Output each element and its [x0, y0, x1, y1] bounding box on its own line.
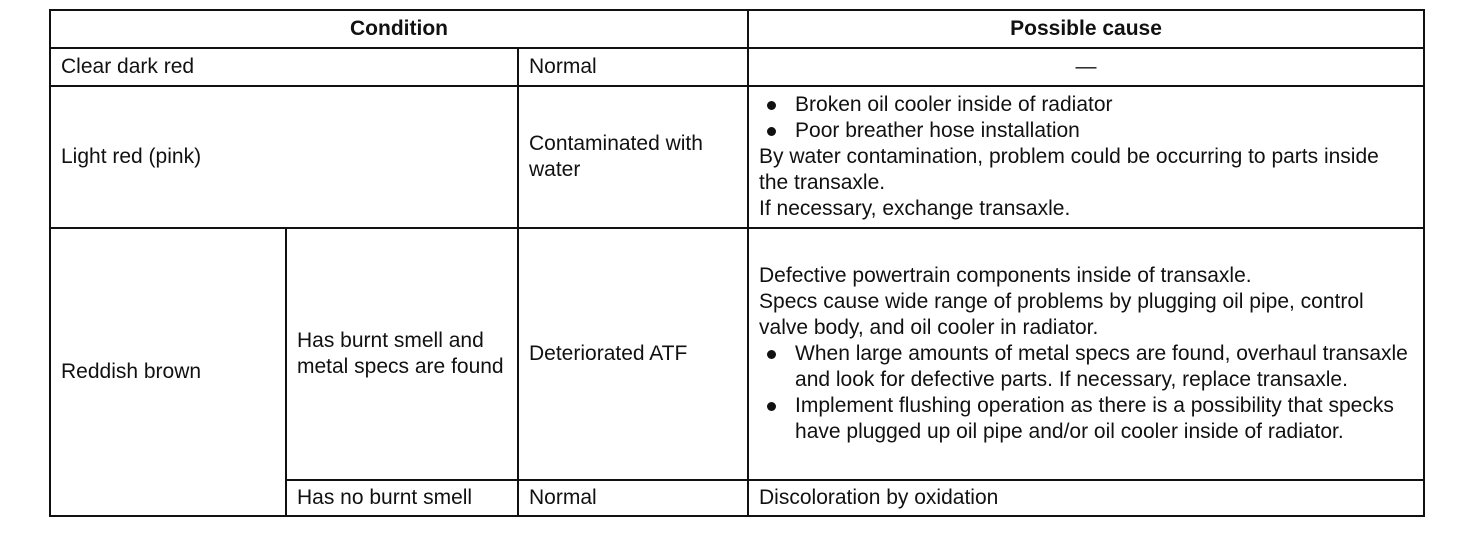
cause-bullet: Broken oil cooler inside of radiator [759, 92, 1413, 118]
cause-cell [748, 86, 1424, 228]
cause-cell [748, 228, 1424, 480]
cause-cell: Discoloration by oxidation [748, 480, 1424, 516]
color-cell: Clear dark red [50, 48, 518, 86]
table-row [50, 48, 1424, 86]
cause-bullet: When large amounts of metal specs are found, overhaul transaxle and look for defective parts. If necessary, replace transaxle. [759, 341, 1413, 393]
possible-cause-header: Possible cause [748, 10, 1424, 48]
cause-note: Specs cause wide range of problems by plugging oil pipe, control valve body, and oil cooler in radiator. [759, 290, 1364, 339]
state-cell: Normal [518, 480, 748, 516]
cause-cell: — [748, 48, 1424, 86]
smell-cell: Has burnt smell and metal specs are found [286, 228, 518, 480]
state-cell: Deteriorated ATF [518, 228, 748, 480]
cause-bullet: Implement flushing operation as there is a possibility that specks have plugged up oil pipe and/or oil cooler inside of radiator. [759, 393, 1413, 445]
color-cell: Reddish brown [50, 228, 286, 516]
smell-cell: Has no burnt smell [286, 480, 518, 516]
table-row [50, 228, 1424, 480]
cause-note: By water contamination, problem could be occurring to parts inside the transaxle. [759, 145, 1379, 194]
table-row [50, 86, 1424, 228]
header-row [50, 10, 1424, 48]
state-cell: Normal [518, 48, 748, 86]
cause-bullet-list [759, 341, 1413, 445]
atf-condition-table [49, 9, 1425, 517]
state-cell: Contaminated with water [518, 86, 748, 228]
condition-header: Condition [50, 10, 748, 48]
cause-bullet-list [759, 92, 1413, 144]
color-cell: Light red (pink) [50, 86, 518, 228]
cause-note: Defective powertrain components inside of transaxle. [759, 264, 1252, 287]
cause-note: If necessary, exchange transaxle. [759, 197, 1071, 220]
cause-bullet: Poor breather hose installation [759, 118, 1413, 144]
